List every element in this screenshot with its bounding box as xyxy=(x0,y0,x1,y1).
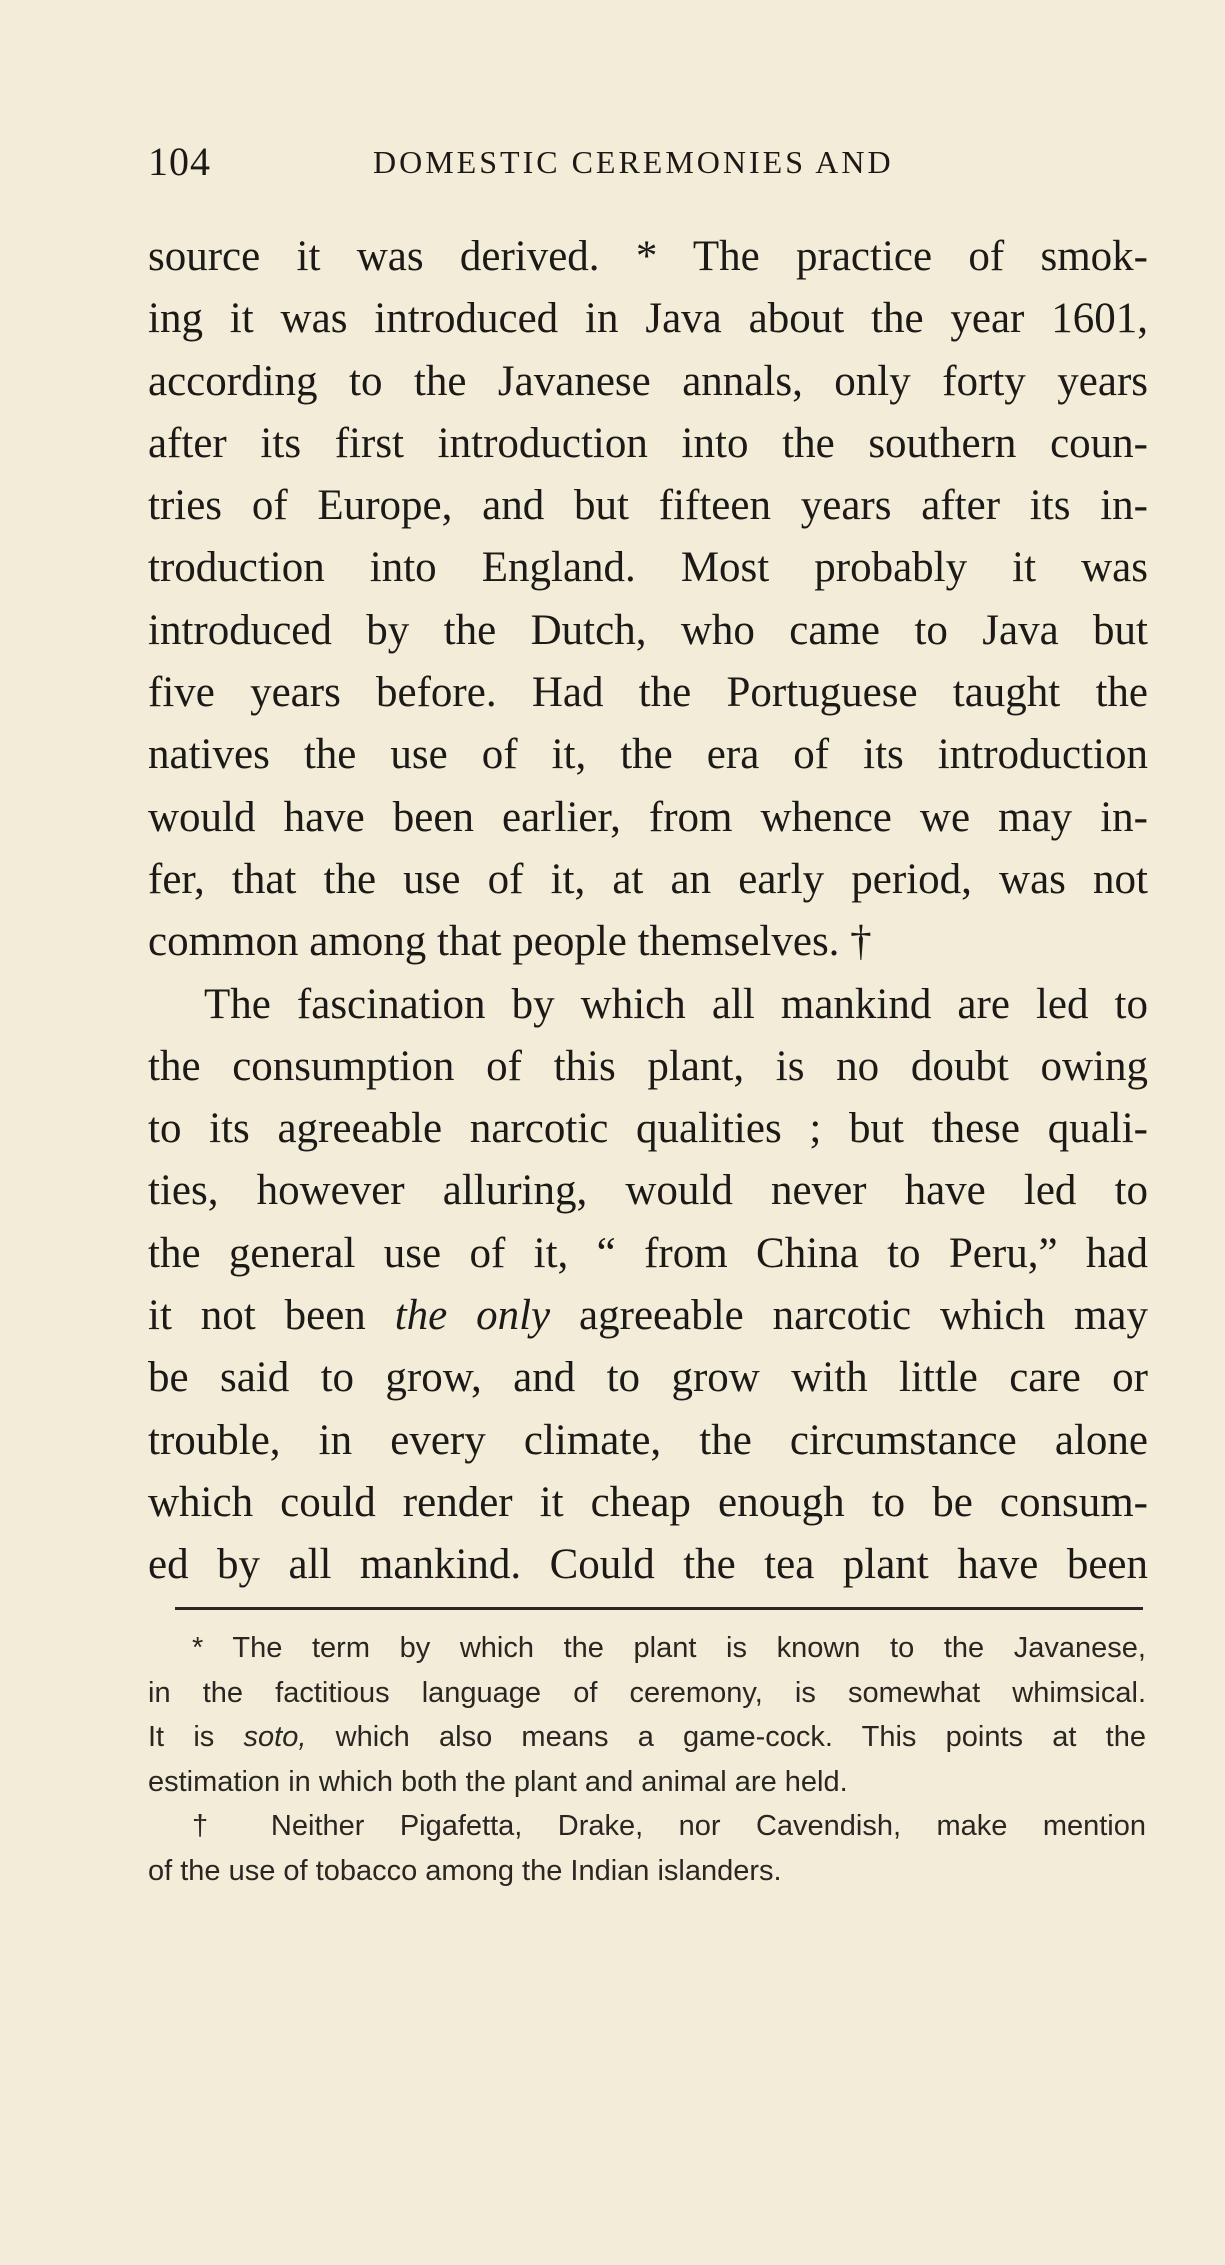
body-line: ed by all mankind. Could the tea plant have been xyxy=(148,1541,1148,1589)
body-line: be said to grow, and to grow with little care or xyxy=(148,1354,1148,1402)
running-head: DOMESTIC CEREMONIES AND xyxy=(373,144,894,180)
body-text-segment: agreeable narcotic which may xyxy=(579,1292,1148,1340)
body-line-with-italic xyxy=(148,1285,1148,1347)
italic-emphasis: the only xyxy=(394,1292,551,1340)
body-line: introduced by the Dutch, who came to Java but xyxy=(148,606,1148,654)
body-line: which could render it cheap enough to be consum- xyxy=(148,1478,1148,1526)
body-line: fer, that the use of it, at an early period, was not xyxy=(148,855,1148,903)
footnote-line-with-italic xyxy=(148,1715,1146,1760)
body-line: would have been earlier, from whence we may in- xyxy=(148,793,1148,841)
footnote-line: in the factitious language of ceremony, is somewhat whimsical. xyxy=(148,1676,1146,1709)
footnotes xyxy=(148,1626,1146,1893)
body-line: source it was derived. * The practice of smok- xyxy=(148,233,1148,280)
footnote-line: * The term by which the plant is known to the Javanese, xyxy=(192,1632,1146,1664)
footnote-line: † Neither Pigafetta, Drake, nor Cavendish, make mention xyxy=(192,1810,1146,1842)
page-header xyxy=(148,138,1148,188)
footnote-text-segment: which also means a game-cock. This points at the xyxy=(335,1721,1146,1753)
footnote-divider xyxy=(175,1607,1143,1610)
italic-term: soto, xyxy=(243,1721,307,1753)
body-line: troduction into England. Most probably it was xyxy=(148,544,1148,592)
body-line: to its agreeable narcotic qualities ; but these quali- xyxy=(148,1105,1148,1153)
body-line: according to the Javanese annals, only forty years xyxy=(148,357,1148,405)
body-line: common among that people themselves. † xyxy=(148,918,872,966)
body-text xyxy=(148,226,1148,1597)
body-line: tries of Europe, and but fifteen years after its in- xyxy=(148,482,1148,530)
body-line: ties, however alluring, would never have led to xyxy=(148,1167,1148,1215)
body-line: trouble, in every climate, the circumstance alone xyxy=(148,1416,1148,1464)
body-line: five years before. Had the Portuguese taught the xyxy=(148,669,1148,717)
body-line: the consumption of this plant, is no doubt owing xyxy=(148,1042,1148,1090)
body-line: natives the use of it, the era of its introduction xyxy=(148,731,1148,779)
footnote-line: of the use of tobacco among the Indian islanders. xyxy=(148,1854,782,1887)
body-line: ing it was introduced in Java about the year 1601, xyxy=(148,295,1148,343)
body-line: The fascination by which all mankind are led to xyxy=(204,980,1148,1028)
page-number: 104 xyxy=(148,139,211,184)
body-line: the general use of it, “ from China to Peru,” had xyxy=(148,1229,1148,1277)
footnote-line: estimation in which both the plant and animal are held. xyxy=(148,1765,848,1798)
footnote-text-segment: It is xyxy=(148,1721,215,1753)
body-line: after its first introduction into the southern coun- xyxy=(148,419,1148,467)
body-text-segment: it not been xyxy=(148,1292,366,1340)
